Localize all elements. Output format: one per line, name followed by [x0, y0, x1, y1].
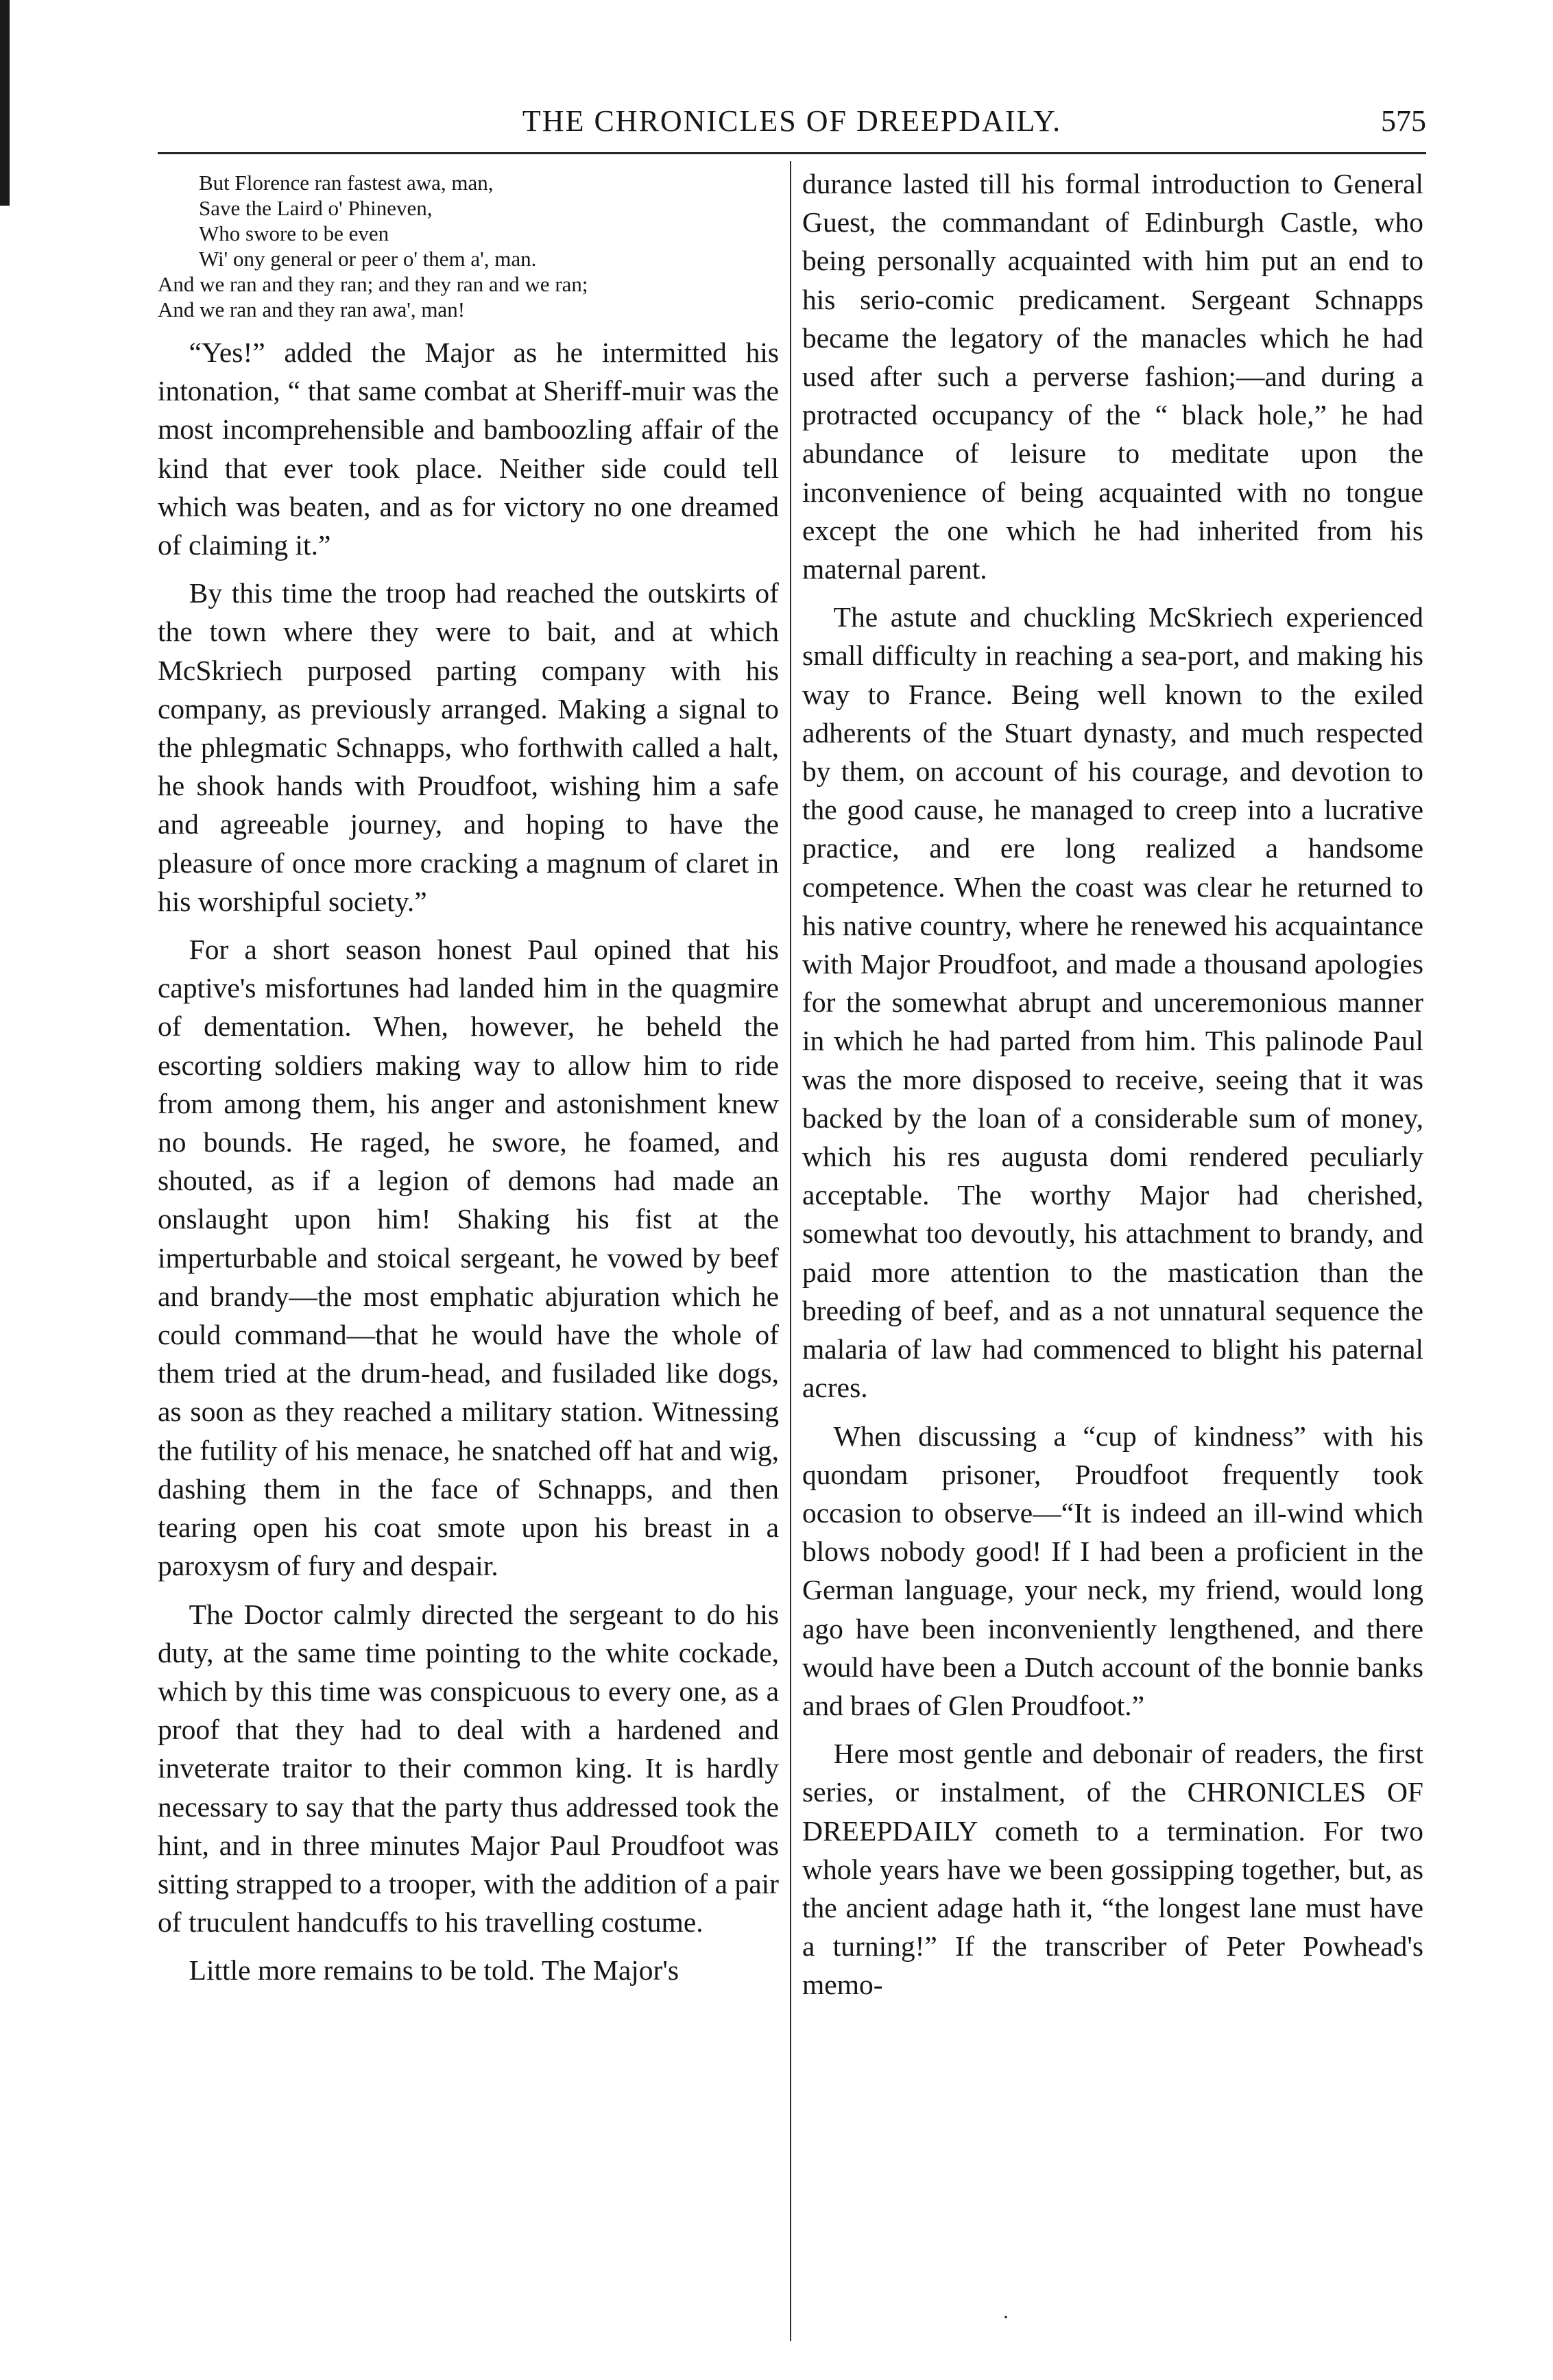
verse-line: And we ran and they ran; and they ran and we ran;	[158, 272, 588, 296]
scan-edge-mark	[0, 0, 10, 206]
left-column	[158, 165, 779, 2338]
paragraph: The Doctor calmly directed the sergeant to do his duty, at the same time pointing to the white cockade, which by this time was conspicuous to every one, as a proof that they had to deal with a hardened and inveterate traitor to their common king. It is hardly necessary to say that the party thus addressed took the hint, and in three minutes Major Paul Proudfoot was sitting strapped to a trooper, with the addition of a pair of truculent handcuffs to his travelling costume.	[158, 1598, 779, 1939]
paragraph: For a short season honest Paul opined that his captive's misfortunes had landed him in the quagmire of dementation. When, however, he beheld the escorting soldiers making way to allow him to ride from among them, his anger and astonishment knew no bounds. He raged, he swore, he foamed, and shouted, as if a legion of demons had made an onslaught upon him! Shaking his fist at the imperturbable and stoical sergeant, he vowed by beef and brandy—the most emphatic abjuration which he could command—that he would have the whole of them tried at the drum-head, and fusiladed like dogs, as soon as they reached a military station. Witnessing the futility of his menace, he snatched off hat and wig, dashing them in the face of Schnapps, and then tearing open his coat smote upon his breast in a paroxysm of fury and despair.	[158, 934, 779, 1582]
footer-mark: ·	[1002, 2306, 1009, 2329]
right-column	[802, 165, 1423, 2338]
paragraph: Little more remains to be told. The Major's	[189, 1954, 679, 1987]
paragraph: “Yes!” added the Major as he intermitted his intonation, “ that same combat at Sheriff-muir was the most incomprehensible and bamboozling affair of the kind that ever took place. Neither side could tell which was beaten, and as for victory no one dreamed of claiming it.”	[158, 337, 779, 561]
verse-line: But Florence ran fastest awa, man,	[199, 171, 494, 195]
paragraph: durance lasted till his formal introduction to General Guest, the commandant of Edinburgh Castle, who being personally acquainted with him put an end to his serio-comic predicament. Sergeant Schnapps became the legatory of the manacles which he had used after such a perverse fashion;—and during a protracted occupancy of the “ black hole,” he had abundance of leisure to meditate upon the inconvenience of being acquainted with no tongue except the one which he had inherited from his maternal parent.	[802, 168, 1423, 585]
verse-line: Who swore to be even	[199, 221, 389, 245]
paragraph: When discussing a “cup of kindness” with his quondam prisoner, Proudfoot frequently took occasion to observe—“It is indeed an ill-wind which blows nobody good! If I had been a proficient in the German language, your neck, my friend, would long ago have been inconveniently lengthened, and there would have been a Dutch account of the bonnie banks and braes of Glen Proudfoot.”	[802, 1420, 1423, 1721]
page-header	[158, 97, 1426, 145]
verse-line: Wi' ony general or peer o' them a', man.	[199, 247, 537, 271]
paragraph: By this time the troop had reached the outskirts of the town where they were to bait, and at which McSkriech purposed parting company with his company, as previously arranged. Making a signal to the phlegmatic Schnapps, who forthwith called a halt, he shook hands with Proudfoot, wishing him a safe and agreeable journey, and hoping to have the pleasure of once more cracking a magnum of claret in his worshipful society.”	[158, 577, 779, 917]
running-title: THE CHRONICLES OF DREEPDAILY.	[522, 104, 1062, 138]
column-divider	[790, 161, 791, 2341]
paragraph: The astute and chuckling McSkriech experienced small difficulty in reaching a sea-port, and making his way to France. Being well known to the exiled adherents of the Stuart dynasty, and much respected by them, on account of his courage, and devotion to the good cause, he managed to creep into a lucrative practice, and ere long realized a handsome competence. When the coast was clear he returned to his native country, where he renewed his acquaintance with Major Proudfoot, and made a thousand apologies for the somewhat abrupt and unceremonious manner in which he had parted from him. This palinode Paul was the more disposed to receive, seeing that it was backed by the loan of a considerable sum of money, which his res augusta domi rendered peculiarly acceptable. The worthy Major had cherished, somewhat too devoutly, his attachment to brandy, and paid more attention to the mastication than the breeding of beef, and as a not unnatural sequence the malaria of law had commenced to blight his paternal acres.	[802, 601, 1423, 1404]
verse-quotation	[158, 170, 779, 322]
verse-line: Save the Laird o' Phineven,	[199, 196, 433, 220]
header-rule	[158, 152, 1426, 154]
paragraph: Here most gentle and debonair of readers, the first series, or instalment, of the CHRONICLES OF DREEPDAILY cometh to a termination. For two whole years have we been gossipping together, but, as the ancient adage hath it, “the longest lane must have a turning!” If the transcriber of Peter Powhead's memo-	[802, 1738, 1423, 2001]
verse-line: And we ran and they ran awa', man!	[158, 298, 466, 321]
page-number: 575	[1381, 104, 1426, 138]
